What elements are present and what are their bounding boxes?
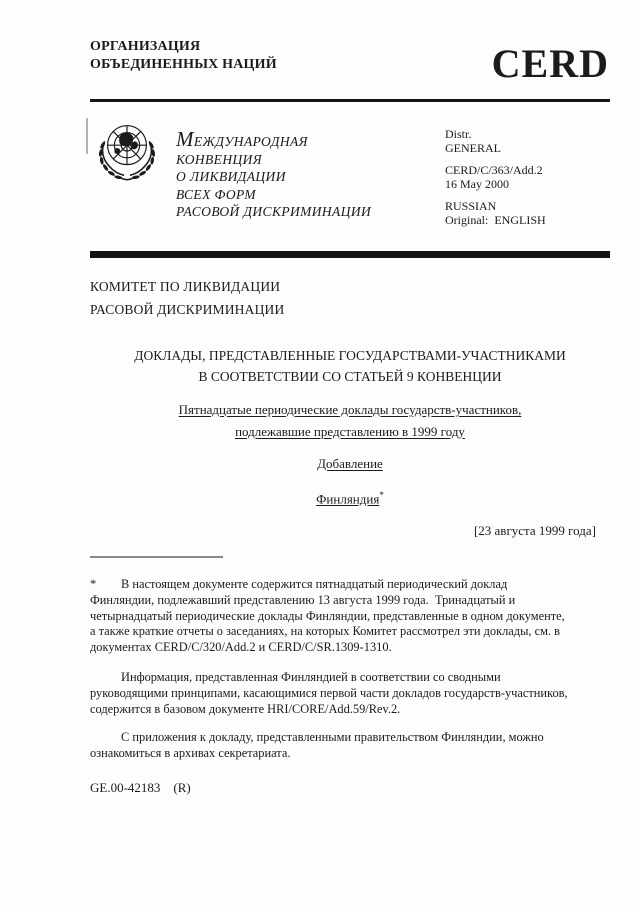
convention-title-line5: РАСОВОЙ ДИСКРИМИНАЦИИ: [176, 204, 372, 219]
doc-language: RUSSIAN: [445, 199, 497, 213]
spacer: [445, 191, 546, 199]
masthead-rule: [90, 251, 610, 258]
spacer: [445, 155, 546, 163]
footnote-line: Финляндии, подлежавший представлению 13 августа 1999 года. Тринадцатый и: [90, 592, 516, 607]
footnote-marker: *: [379, 490, 384, 500]
document-subtitle-line1: Пятнадцатые периодические доклады государств-участников,: [178, 402, 522, 417]
doc-code: CERD: [491, 41, 609, 86]
document-subtitle: [90, 399, 610, 442]
doc-date: 16 May 2000: [445, 177, 509, 191]
doc-symbol: CERD/C/363/Add.2: [445, 163, 543, 177]
footnote-line: четырнадцатый периодические доклады Финляндии, представленные в одном документе,: [90, 608, 565, 623]
footnote-star: *: [90, 577, 97, 591]
committee-line1: КОМИТЕТ ПО ЛИКВИДАЦИИ: [90, 279, 281, 294]
document-title-line2: В СООТВЕТСТВИИ СО СТАТЬЕЙ 9 КОНВЕНЦИИ: [198, 369, 502, 384]
doc-original-language: Original: ENGLISH: [445, 213, 546, 227]
document-title-line1: ДОКЛАДЫ, ПРЕДСТАВЛЕННЫЕ ГОСУДАРСТВАМИ-УЧАСТНИКАМИ: [134, 348, 566, 363]
ge-number: GE.00-42183 (R): [90, 780, 191, 795]
un-emblem-icon: [92, 116, 162, 186]
org-name-line2: ОБЪЕДИНЕННЫХ НАЦИЙ: [90, 57, 277, 72]
country-heading: Финляндия*: [316, 490, 384, 507]
footnote-line: содержится в базовом документе HRI/CORE/Add.59/Rev.2.: [90, 701, 401, 716]
footnote-line: С приложения к докладу, представленными правительством Финляндии, можно: [121, 730, 544, 744]
addendum-heading: Добавление: [317, 456, 383, 471]
convention-title-line3: О ЛИКВИДАЦИИ: [176, 169, 286, 184]
footnote-line: ознакомиться в архивах секретариата.: [90, 745, 291, 760]
convention-title-line2: КОНВЕНЦИЯ: [176, 151, 263, 167]
org-name-line1: ОРГАНИЗАЦИЯ: [90, 39, 201, 54]
footnote-line: Информация, представленная Финляндией в соответствии со сводными: [121, 670, 501, 684]
document-subtitle-line2: подлежавшие представлению в 1999 году: [235, 423, 465, 439]
distr-type: GENERAL: [445, 141, 501, 155]
scan-artifact-line: [86, 118, 88, 154]
footnote-line: документах CERD/C/320/Add.2 и CERD/C/SR.1309-1310.: [90, 640, 392, 655]
convention-title-line1: МЕЖДУНАРОДНАЯ: [176, 127, 308, 151]
footnote-separator: [90, 556, 223, 558]
header-rule: [90, 99, 610, 102]
distribution-block: [445, 127, 546, 227]
document-title: [90, 345, 610, 387]
committee-name: [90, 276, 284, 321]
received-date: [23 августа 1999 года]: [473, 523, 596, 538]
distr-label: Distr.: [445, 127, 472, 141]
footnote-paragraph-1: [90, 577, 617, 656]
convention-title: [176, 127, 372, 221]
convention-title-line4: ВСЕХ ФОРМ: [176, 186, 257, 202]
footnote-line: руководящими принципами, касающимися первой части докладов государств-участников,: [90, 685, 568, 700]
footnote-line: а также краткие отчеты о заседаниях, на которых Комитет рассмотрел эти доклады, см. в: [90, 624, 560, 639]
footnote-paragraph-3: [90, 730, 617, 762]
footnote-paragraph-2: [90, 670, 617, 717]
footnote-line: * В настоящем документе содержится пятнадцатый периодический доклад: [90, 577, 508, 591]
committee-line2: РАСОВОЙ ДИСКРИМИНАЦИИ: [90, 301, 285, 317]
org-name: [90, 38, 277, 74]
